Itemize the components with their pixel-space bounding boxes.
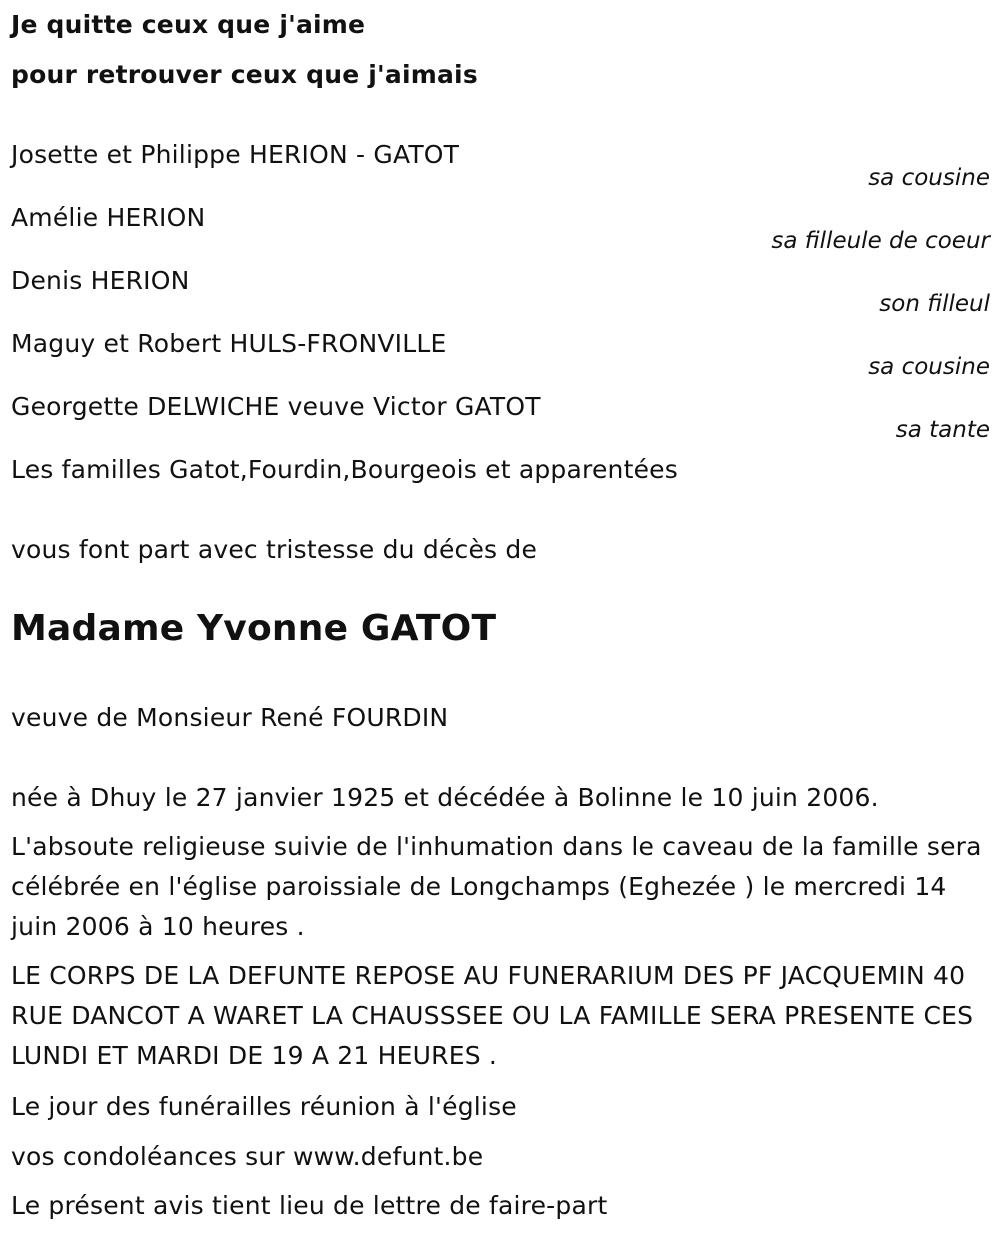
relative-name: Les familles Gatot,Fourdin,Bourgeois et apparentées xyxy=(11,455,678,484)
deceased-name: Madame Yvonne GATOT xyxy=(11,608,497,649)
relative-relation: sa tante xyxy=(895,417,990,443)
announcement-text: vous font part avec tristesse du décès de xyxy=(11,535,538,564)
relative-name: Georgette DELWICHE veuve Victor GATOT xyxy=(11,392,541,421)
relative-name: Josette et Philippe HERION - GATOT xyxy=(11,140,460,169)
relative-name: Amélie HERION xyxy=(11,203,206,232)
header-line-2: pour retrouver ceux que j'aimais xyxy=(11,60,478,89)
condolences-text: vos condoléances sur www.defunt.be xyxy=(11,1142,484,1171)
funerarium-text: LE CORPS DE LA DEFUNTE REPOSE AU FUNERARIUM DES PF JACQUEMIN 40 RUE DANCOT A WARET LA CHAUSSSEE OU LA FAMILLE SERA PRESENTE CES LUNDI ET MARDI DE 19 A 21 HEURES . xyxy=(11,961,974,1070)
relative-name: Maguy et Robert HULS-FRONVILLE xyxy=(11,329,447,358)
relative-relation: son filleul xyxy=(879,291,990,317)
relative-relation: sa cousine xyxy=(868,354,990,380)
ceremony-text: L'absoute religieuse suivie de l'inhumation dans le caveau de la famille sera célébrée en l'église paroissiale de Longchamps (Eghezée ) le mercredi 14 juin 2006 à 10 heures . xyxy=(11,832,982,941)
relative-relation: sa filleule de coeur xyxy=(771,228,990,254)
header-line-1: Je quitte ceux que j'aime xyxy=(11,10,366,39)
relative-relation: sa cousine xyxy=(868,165,990,191)
deceased-dates: née à Dhuy le 27 janvier 1925 et décédée à Bolinne le 10 juin 2006. xyxy=(11,783,879,812)
relative-name: Denis HERION xyxy=(11,266,190,295)
funeral-meeting-text: Le jour des funérailles réunion à l'église xyxy=(11,1092,517,1121)
notice-text: Le présent avis tient lieu de lettre de faire-part xyxy=(11,1191,608,1220)
deceased-spouse: veuve de Monsieur René FOURDIN xyxy=(11,703,449,732)
